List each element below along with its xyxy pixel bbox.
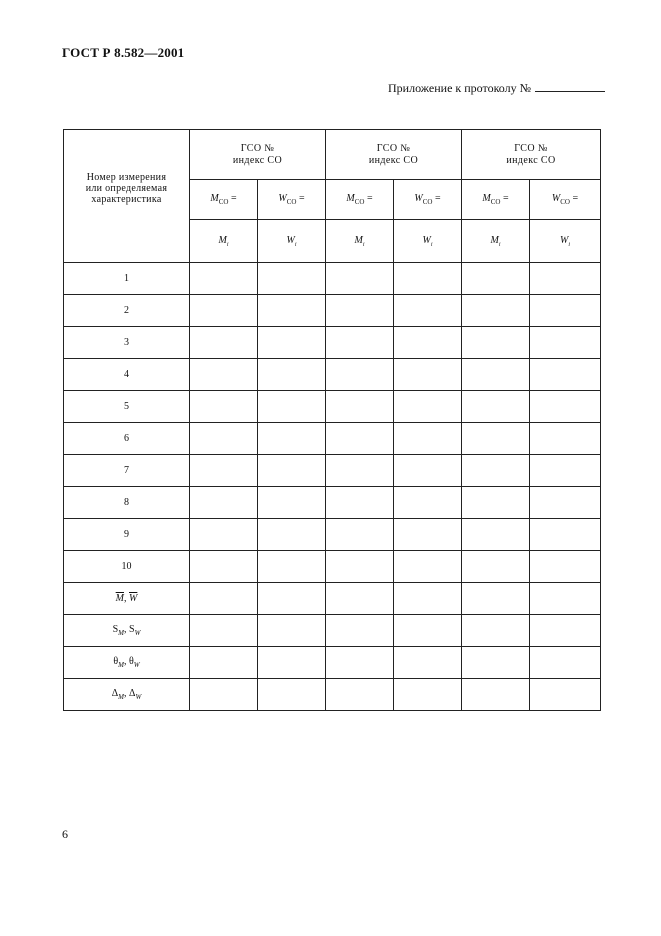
table-cell xyxy=(530,487,601,519)
w-co-cell: $W_{СО}$ = xyxy=(258,180,326,220)
row-number: 1 xyxy=(64,263,190,295)
table-cell xyxy=(462,487,530,519)
table-cell xyxy=(190,487,258,519)
group-header-2 xyxy=(326,130,462,180)
m-co-cell: $M_{СО}$ = xyxy=(326,180,394,220)
row-label-s: $S_M$, $S_W$ xyxy=(64,615,190,647)
table-cell xyxy=(326,519,394,551)
m-co-cell: $M_{СО}$ = xyxy=(190,180,258,220)
table-cell xyxy=(530,423,601,455)
table-row xyxy=(64,295,601,327)
table-row xyxy=(64,551,601,583)
table-cell xyxy=(326,359,394,391)
table-cell xyxy=(258,423,326,455)
group-header-3 xyxy=(462,130,601,180)
group-index: индекс СО xyxy=(368,154,419,166)
measurement-rows xyxy=(64,263,601,583)
table-row-theta xyxy=(64,647,601,679)
table-cell xyxy=(462,455,530,487)
table-cell xyxy=(190,359,258,391)
table-cell xyxy=(530,263,601,295)
row-number: 5 xyxy=(64,391,190,423)
m-co-cell: $M_{СО}$ = xyxy=(462,180,530,220)
table-row-mean xyxy=(64,583,601,615)
row-number: 4 xyxy=(64,359,190,391)
group-title: ГСО № xyxy=(240,142,275,154)
left-header-line: или определяемая xyxy=(85,183,168,194)
measurement-table xyxy=(63,129,601,711)
group-index: индекс СО xyxy=(506,154,556,166)
table-cell xyxy=(530,519,601,551)
table-row xyxy=(64,519,601,551)
table-row xyxy=(64,359,601,391)
m-i-cell: $M_i$ xyxy=(326,220,394,263)
table-cell xyxy=(462,519,530,551)
table-cell xyxy=(394,295,462,327)
table-cell xyxy=(190,423,258,455)
table-cell xyxy=(326,455,394,487)
table-row-delta xyxy=(64,679,601,711)
row-number: 7 xyxy=(64,455,190,487)
table-cell xyxy=(394,359,462,391)
table-row xyxy=(64,455,601,487)
group-title: ГСО № xyxy=(514,142,548,154)
table-cell xyxy=(394,423,462,455)
table-cell xyxy=(462,327,530,359)
table-cell xyxy=(190,551,258,583)
w-i-cell: $W_i$ xyxy=(530,220,601,263)
table-cell xyxy=(462,391,530,423)
document-id: ГОСТ Р 8.582—2001 xyxy=(62,45,185,60)
table-cell xyxy=(326,551,394,583)
table-cell xyxy=(258,295,326,327)
protocol-number-blank xyxy=(535,80,605,92)
header-row-groups xyxy=(64,130,601,180)
table-cell xyxy=(326,263,394,295)
group-index: индекс СО xyxy=(232,154,283,166)
table-cell xyxy=(326,327,394,359)
row-label-mean: $\overline{M}$, $\overline{W}$ xyxy=(64,583,190,615)
table-cell xyxy=(462,263,530,295)
left-header-line: характеристика xyxy=(91,194,162,205)
table-cell xyxy=(190,295,258,327)
table-cell xyxy=(190,519,258,551)
table-cell xyxy=(190,263,258,295)
table-cell xyxy=(258,391,326,423)
table-cell xyxy=(258,359,326,391)
table-cell xyxy=(530,551,601,583)
table-row xyxy=(64,263,601,295)
row-number: 6 xyxy=(64,423,190,455)
annex-label xyxy=(388,80,603,96)
table-cell xyxy=(190,455,258,487)
table-cell xyxy=(394,327,462,359)
table-cell xyxy=(326,391,394,423)
table-cell xyxy=(258,551,326,583)
table-row xyxy=(64,391,601,423)
row-label-delta: $\Delta_M$, $\Delta_W$ xyxy=(64,679,190,711)
group-header-1 xyxy=(190,130,326,180)
table-cell xyxy=(530,455,601,487)
annex-text: Приложение к протоколу № xyxy=(388,81,532,95)
table-cell xyxy=(462,551,530,583)
row-number: 3 xyxy=(64,327,190,359)
page-number: 6 xyxy=(62,827,68,841)
table-cell xyxy=(462,295,530,327)
row-number: 2 xyxy=(64,295,190,327)
table-cell xyxy=(394,519,462,551)
table-cell xyxy=(462,359,530,391)
row-number: 9 xyxy=(64,519,190,551)
row-label-theta: $\theta_M$, $\theta_W$ xyxy=(64,647,190,679)
table-row xyxy=(64,487,601,519)
table-row-s xyxy=(64,615,601,647)
table-cell xyxy=(326,295,394,327)
table-cell xyxy=(530,295,601,327)
table-cell xyxy=(190,327,258,359)
row-number: 10 xyxy=(64,551,190,583)
w-i-cell: $W_i$ xyxy=(394,220,462,263)
table-cell xyxy=(394,487,462,519)
group-title: ГСО № xyxy=(376,142,411,154)
table-cell xyxy=(530,391,601,423)
table-cell xyxy=(258,519,326,551)
table-row xyxy=(64,327,601,359)
left-header-cell xyxy=(64,130,190,263)
table-cell xyxy=(462,423,530,455)
w-i-cell: $W_i$ xyxy=(258,220,326,263)
w-co-cell: $W_{СО}$ = xyxy=(394,180,462,220)
table-cell xyxy=(530,327,601,359)
table-cell xyxy=(394,455,462,487)
table-cell xyxy=(258,327,326,359)
table-cell xyxy=(326,487,394,519)
table-cell xyxy=(258,487,326,519)
table-cell xyxy=(394,391,462,423)
table-cell xyxy=(258,263,326,295)
left-header-line: Номер измерения xyxy=(86,172,167,183)
table-cell xyxy=(394,263,462,295)
m-i-cell: $M_i$ xyxy=(462,220,530,263)
w-co-cell: $W_{СО}$ = xyxy=(530,180,601,220)
table-cell xyxy=(190,391,258,423)
m-i-cell: $M_i$ xyxy=(190,220,258,263)
table-row xyxy=(64,423,601,455)
table-cell xyxy=(530,359,601,391)
table-cell xyxy=(258,455,326,487)
table-cell xyxy=(394,551,462,583)
table-cell xyxy=(326,423,394,455)
row-number: 8 xyxy=(64,487,190,519)
